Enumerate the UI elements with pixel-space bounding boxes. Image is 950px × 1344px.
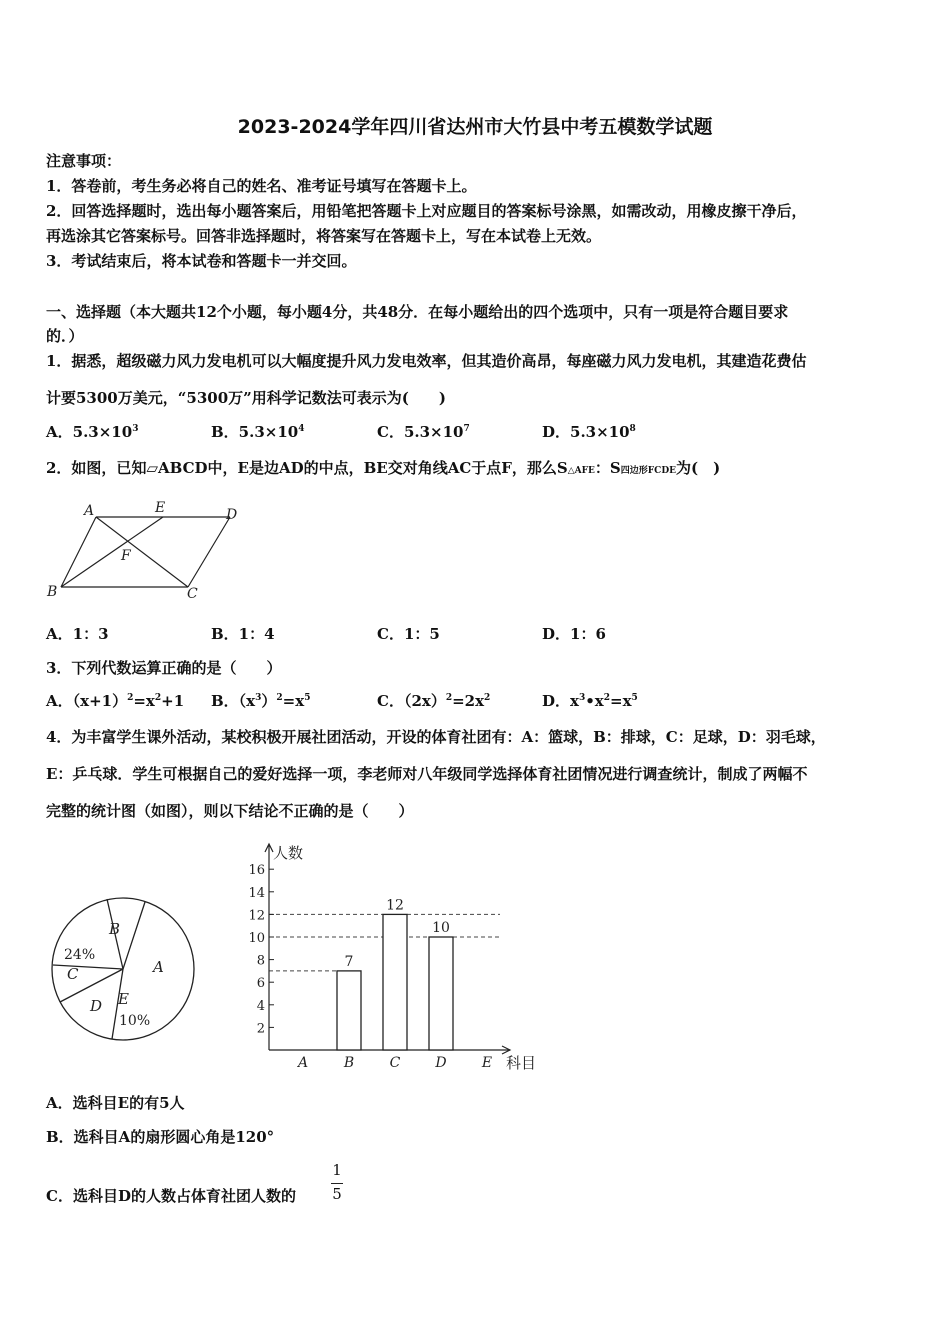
q1-stem-line2: 计要5300万美元，“5300万”用科学记数法可表示为( ) [46,389,446,407]
q2-stem: 2．如图，已知▱ABCD中，E是边AD的中点，BE交对角线AC于点F，那么S△AFE：S四边形FCDE为( ) [46,459,721,477]
q1-stem-line1: 1．据悉，超级磁力风力发电机可以大幅度提升风力发电效率，但其造价高昂，每座磁力风力发电机，其建造花费估 [46,352,807,370]
label-a: A [84,503,95,519]
side-ba [61,517,96,587]
fraction-denominator: 5 [332,1185,342,1203]
pie-label-c: C [67,965,79,983]
fraction-bar [331,1183,343,1184]
q3-option-c: C．$(2x)^2=2x^2$ [377,692,491,710]
notice-item-2: 2．回答选择题时，选出每小题答案后，用铅笔把答题卡上对应题目的答案标号涂黑，如需改动，用橡皮擦干净后， [46,202,807,220]
label-b: B [47,584,58,600]
q1-option-a: A．$5.3\times 10^3$ [46,423,139,441]
bar-B [337,971,361,1050]
y-tick-label-6: 6 [256,976,265,992]
bar-D [429,937,453,1050]
label-c: C [187,586,198,602]
notice-item-1: 1．答卷前，考生务必将自己的姓名、准考证号填写在答题卡上。 [46,177,477,195]
q1-option-d: D．$5.3\times 10^8$ [542,423,636,441]
pie-label-d: D [90,997,103,1015]
pie-label-c-percent: 24% [64,947,96,963]
q3-option-d: D．$x^3•x^2=x^5$ [542,692,638,710]
y-tick-label-12: 12 [248,908,265,924]
x-axis-label: 科目 [506,1054,537,1072]
pie-chart [40,890,210,1050]
pie-label-e-percent: 10% [119,1013,151,1029]
label-f: F [121,548,131,564]
pie-label-a: A [153,958,164,976]
q2-option-d: D．1：6 [542,625,606,643]
segment-be [61,517,163,587]
q2-option-c: C．1：5 [377,625,440,643]
q4-stem-line3: 完整的统计图（如图），则以下结论不正确的是（ ） [46,802,414,820]
bar-C [383,914,407,1050]
q4-option-c: C．选科目D的人数占体育社团人数的 [46,1187,296,1205]
x-tick-label-C: C [389,1055,401,1071]
x-tick-label-E: E [481,1055,493,1071]
y-tick-label-8: 8 [256,953,265,969]
bar-chart [230,840,545,1075]
x-tick-label-D: D [435,1055,447,1071]
q4-option-b: B．选科目A的扇形圆心角是120° [46,1128,275,1146]
label-e: E [155,500,166,516]
y-tick-label-2: 2 [256,1021,265,1037]
page-title: 2023-2024学年四川省达州市大竹县中考五模数学试题 [237,116,713,138]
y-axis-label: 人数 [273,844,304,862]
q1-option-c: C．$5.3\times 10^7$ [377,423,470,441]
section-heading-line1: 一、选择题（本大题共12个小题，每小题4分，共48分．在每小题给出的四个选项中，只有一项是符合题目要求 [46,303,789,321]
section-heading-line2: 的．） [46,327,84,345]
label-d: D [226,507,238,523]
pie-label-e: E [118,990,129,1008]
q3-option-b: B．$(x^3)^2=x^5$ [211,692,311,710]
parallelogram-figure [40,496,250,606]
q2-option-b: B．1：4 [211,625,275,643]
q4-option-a: A．选科目E的有5人 [46,1094,185,1112]
q2-option-a: A．1：3 [46,625,109,643]
notice-item-3: 3．考试结束后，将本试卷和答题卡一并交回。 [46,252,357,270]
x-tick-label-B: B [343,1055,355,1071]
q4-stem-line1: 4．为丰富学生课外活动，某校积极开展社团活动，开设的体育社团有：A：篮球，B：排球，C：足球，D：羽毛球， [46,728,826,746]
y-tick-label-16: 16 [248,863,265,879]
y-tick-label-10: 10 [248,931,265,946]
q4-stem-line2: E：乒乓球．学生可根据自己的爱好选择一项，李老师对八年级同学选择体育社团情况进行调查统计，制成了两幅不 [46,765,808,783]
x-tick-label-A: A [297,1055,309,1071]
bar-value-label-D: 10 [432,920,450,936]
bar-value-label-B: 7 [344,953,354,970]
side-dc [188,517,230,587]
q3-stem: 3．下列代数运算正确的是（ ） [46,659,282,677]
fraction-numerator: 1 [332,1161,342,1179]
q1-option-b: B．$5.3\times 10^4$ [211,423,305,441]
y-tick-label-14: 14 [248,885,265,901]
notice-heading: 注意事项： [46,152,122,170]
y-tick-label-4: 4 [256,998,265,1014]
pie-label-b: B [109,920,121,938]
bar-value-label-C: 12 [386,897,404,914]
diagonal-ac [96,517,188,587]
notice-item-2-cont: 再选涂其它答案标号。回答非选择题时，将答案写在答题卡上，写在本试卷上无效。 [46,227,602,245]
q3-option-a: A．$(x+1)^2=x^2+1$ [46,692,185,710]
